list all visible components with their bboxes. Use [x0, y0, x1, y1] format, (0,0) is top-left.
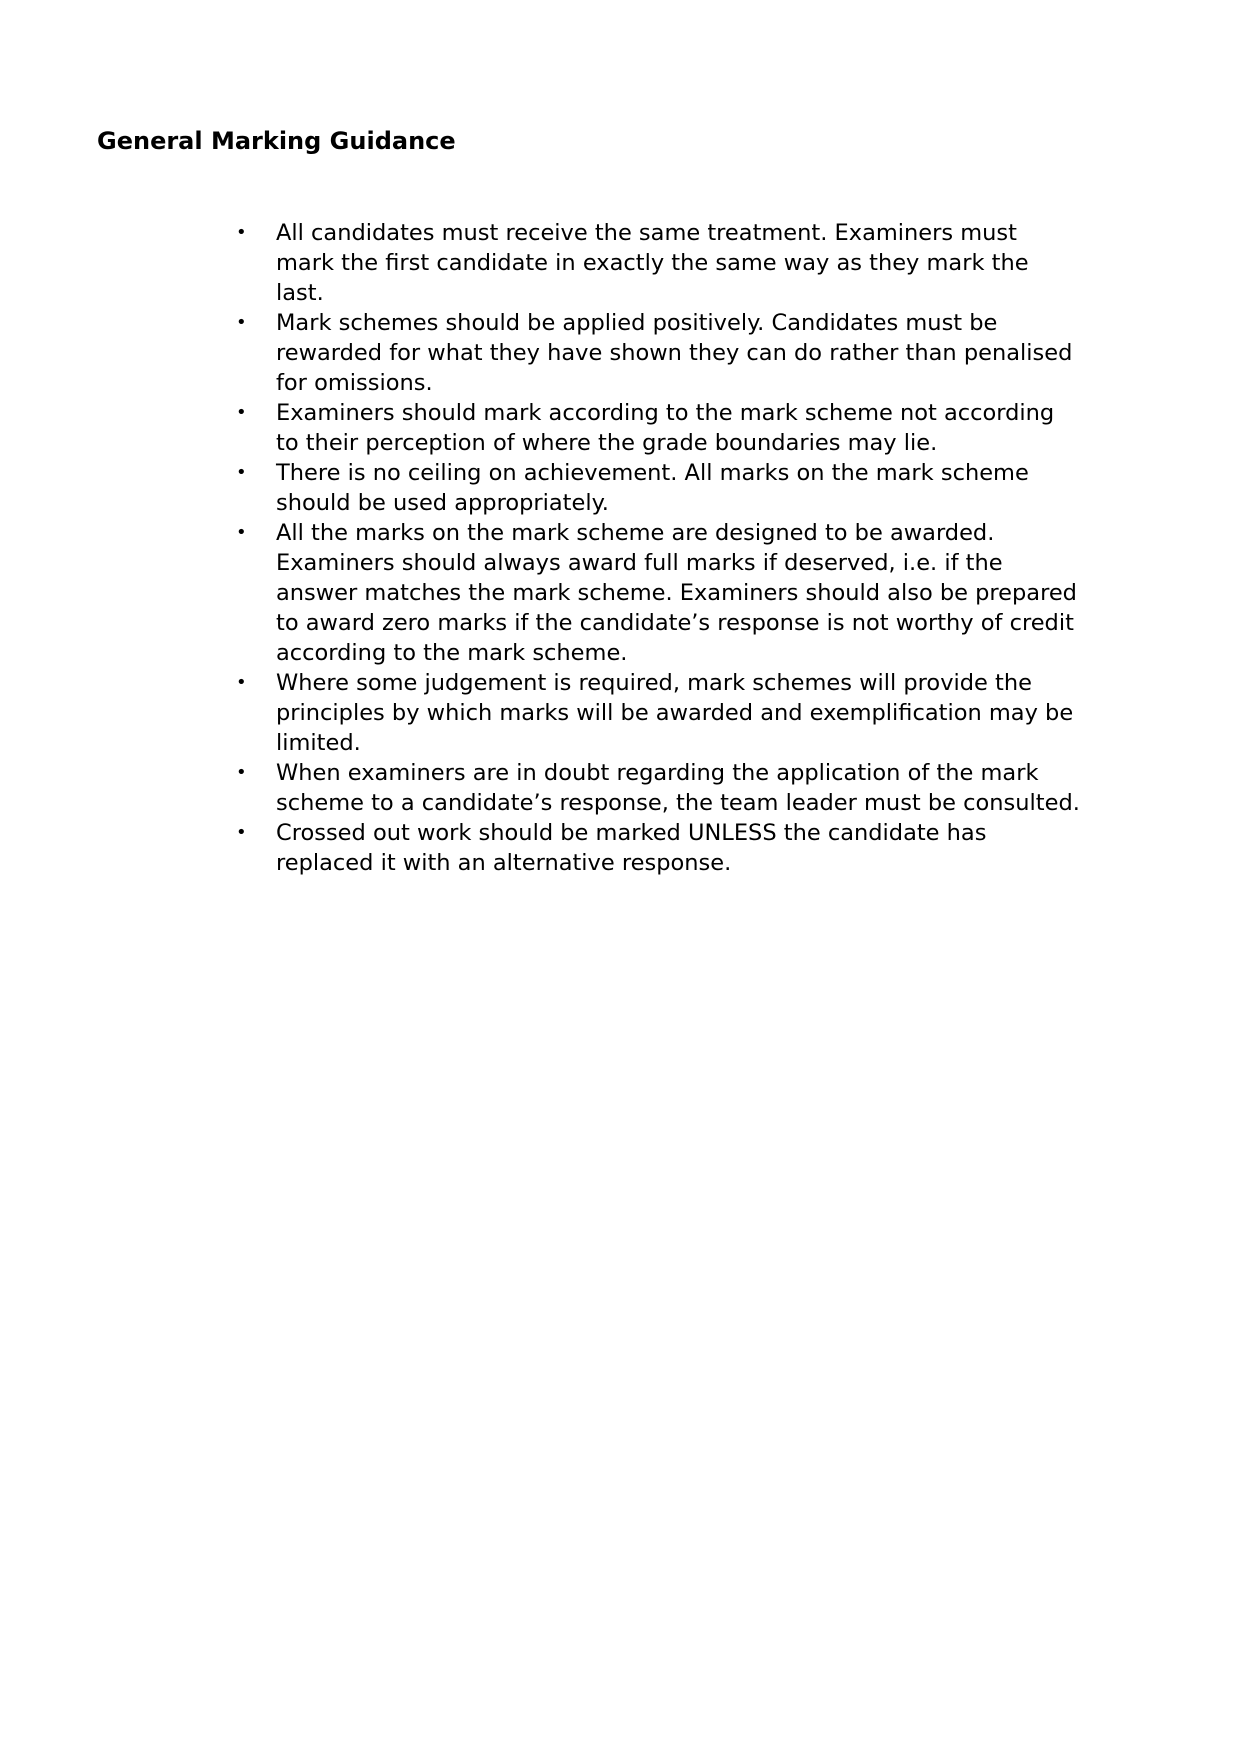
list-item-text: All the marks on the mark scheme are designed to be awarded. Examiners should always award full marks if deserved, i.e. if the answer matches the mark scheme. Examiners should also be prepared to award zero marks if the candidate’s response is not worthy of credit according to the mark scheme.	[276, 520, 1077, 666]
list-item-text: There is no ceiling on achievement. All marks on the mark scheme should be used appropriately.	[276, 460, 1029, 516]
list-item	[232, 398, 1082, 458]
list-item	[232, 818, 1082, 878]
bullet-icon: •	[236, 762, 247, 783]
list-item	[232, 458, 1082, 518]
list-item-text: Crossed out work should be marked UNLESS the candidate has replaced it with an alternative response.	[276, 820, 987, 876]
bullet-icon: •	[236, 672, 247, 693]
bullet-icon: •	[236, 222, 247, 243]
bullet-icon: •	[236, 312, 247, 333]
list-item	[232, 218, 1082, 308]
bullet-icon: •	[236, 462, 247, 483]
guidance-list	[232, 218, 1082, 878]
list-item-text: Where some judgement is required, mark schemes will provide the principles by which marks will be awarded and exemplification may be limited.	[276, 670, 1074, 756]
list-item-text: When examiners are in doubt regarding the application of the mark scheme to a candidate’s response, the team leader must be consulted.	[276, 760, 1080, 816]
list-item-text: Mark schemes should be applied positively. Candidates must be rewarded for what they have shown they can do rather than penalised for omissions.	[276, 310, 1073, 396]
page-title: General Marking Guidance	[97, 127, 456, 155]
bullet-icon: •	[236, 822, 247, 843]
list-item	[232, 308, 1082, 398]
list-item-text: Examiners should mark according to the mark scheme not according to their perception of where the grade boundaries may lie.	[276, 400, 1055, 456]
bullet-icon: •	[236, 522, 247, 543]
list-item-text: All candidates must receive the same treatment. Examiners must mark the first candidate in exactly the same way as they mark the last.	[276, 220, 1029, 306]
list-item	[232, 518, 1082, 668]
bullet-icon: •	[236, 402, 247, 423]
list-item	[232, 668, 1082, 758]
list-item	[232, 758, 1082, 818]
